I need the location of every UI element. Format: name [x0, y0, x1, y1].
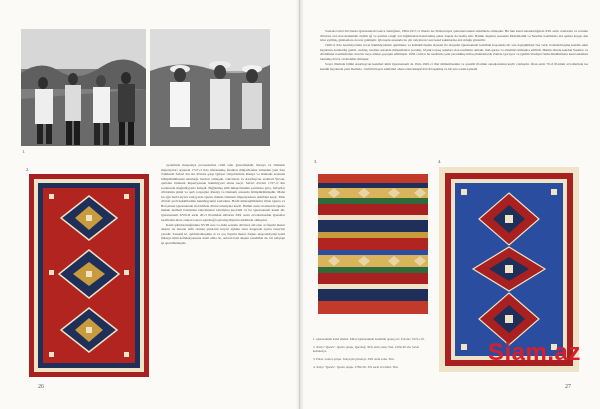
caption-1: 1. Qazaxənnəli kənd əhalisi. Mirzə Qazaxənnəli kəndinin qonaq evi. Fotolar: 1972-ci il. — [313, 337, 425, 341]
photo-group-outdoor — [21, 29, 146, 146]
rug-figure-2 — [29, 174, 149, 377]
photo-men-in-hats — [150, 29, 270, 146]
rug-figure-3 — [318, 174, 428, 314]
figure-number-2: 2. — [26, 167, 30, 172]
left-paragraph-1: əyalətində məqsəsiya prosseslərinə ciddi təsir göstərməkdir. Rusiya və Osmanlı imperiyaları arasında 1727-ci ildə imzalanmış İstanbul müqaviləsinə istinaden yeni İran Təhmasib Səfəvi hər iki dövlətə qarşı Qafqaz vilayətlərinin Rusiya və Osmanlı arasında bölüşdürülmasini tanımağa məcbur olmuşdu. Gürcüstan və Azərbaycan əraziləri Şirvan, qərbdən Osmanlı imperiyasının hakimiyyəti altına keçir. Səfəvi dövləti 1727-ci ilin sonlarında məğlubiyyətlə üzləşdi. Bağlanmış sülh müqaviləsinin şərtlərinə görə, Səfəvilər dövlətinin şimal və qərb torpaqları Rusiya və Osmanlı arasında bölüşdürülmüşdür. Məhz bu ağır harbi-siyasi vəziyyətdə Qazax mahalı Osmanlı imperiyasının tərkibinə keçir, Türk dövləti yerli hakimlərinin hakimiyyətini saxladılar. Hərbi müstəqilliklərini itirən Qazax və Borçalının Qazaxənnəli ilə birlikdə dövlət tabeliyinə keçdi. Həmin əsrin ortalarında Qazax mahalı inzibati baxımdan Gürcüstanın tabeliyinə keçirildi və bu Qazaxənnəli kəndi idi. Qazaxənnəli XVII-II əsrin 20-ci illərindən etibarən XIX əsrin əvvəllərinədək Qazaxlar tərəfindən idarə olunan Gəncə-Qarabağ bəylərbəyiliyinin tərkibində olmuşdur. — [161, 163, 285, 222]
watermark-text: Siam.az — [488, 339, 581, 366]
caption-2: 2. Xalça "Qazax". Qazax qrupu. Qarabağ. XIX əsrin sonu. Yun. 230x120 sm. Şəxsi kolleksiya. — [313, 344, 419, 354]
book-spine-shadow — [296, 0, 304, 409]
left-paragraph-2: Kənd qəbiristanlığındakı XVIII əsrə və daha sonrakı dövrlərə aid olan at fiqurlu məzar daşları da burada dəfn olunan şəxslərin köçəri ağlıma tanrı haqqında ayrını təsəvvür yaradır. Təəssüf ki, qəbiristanlıqdakı at və qoç fiqurlu məzar daşları ekspozisiyalar kənd müzeyi üçün kolleksiyalarına daxil edilə də, onların bəzi daşları təsadüfən də, bir tədqiqat işi aparılmamışdır. — [161, 222, 285, 245]
left-text-column — [161, 163, 285, 376]
figure-number-4: 4. — [438, 159, 442, 164]
caption-4: 4. Xalça "Qazax". Qazax qrupu. 278x136. XX əsrin əvvəlləri. Yun. — [313, 364, 399, 369]
right-paragraph-1: Sonrakı tarixi dövrlərdə Qazaxənnəli Gəncə xanlığının, 1804-1917-ci illərdə isə Yelizavetpol qubernatorunun tərkibində olmuşdur. Bu fakt kənd sənətkarlığında XIX əsrin ortalarına və sonrakı dövrlərə aid olan məlumatlı ölçülü ağ və qırmızı rəngli xal dağılmadan hazırlanmış şəkər dəştən də təsdiq edir. Həmin daşların əsasında Mollaməmli və Səsallar nəsillərinə aid qəmzə koşqu dən izlər eyilmiş, günbəzlərə də izər gəlmiştir. Qloruşdu əsasında bu çür xalçaların vəzx kənd sakinlərinə aid olduğu göstərilir. — [320, 29, 588, 43]
right-paragraph-3: Sovet illərində bütün Azərbaycan kəndləri kimi Qazaxənnəli də 1941-1945-ci illər müharibəsinin və qəzəbli illərinin sınaqlarından keçib çıxmışdır. Ötən əsrin 70-ci illərinin əvvəllərində isə kəndin həyatında yeni mərhələ - birbirbi həyat səhifələri əhatə edən inkişaf dövrü başlamış və bir sıra sosial-iqtisadi — [320, 62, 588, 71]
figure-number-1: 1. — [22, 149, 26, 154]
right-page-number: 27 — [565, 384, 571, 390]
watermark-logo — [488, 339, 581, 367]
figure-number-3: 3. — [314, 159, 318, 164]
captions-block — [313, 337, 433, 373]
caption-3: 3. Palaz. Gəncə qrupu. Xalçaçılıq muzeyi. XIX əsrin sonu. Yun. — [313, 357, 395, 361]
right-top-text-column — [320, 29, 588, 150]
right-paragraph-2: 1920-ci ildə Azərbaycanda sovet hakimiyyətinin qurulması və kollektivləşmə siyasəti ilə əlaqədar Qazaxənnəli kəndinin həyatında bir sıra dəyişikliklər baş verir. Kollektivləşmə kəndin sakit həyatının narahatlıq gətirir, asılılıq, nəsillər arasında münasibətlər pozulur, böyük torpaq sahələri olan nəsillərin əmlakı, mal-qarası və əmsilləri müsadirə edilirdi. Həmin illərdə kənddə Səsallar və Abdullalar nəsillərindən olan bir neçə ailələr qaçaqlar edilmişdi. 1930-cu illər bu nəsillərlə yeni yaradılmış ittifaq məktəblərdə Zaman Qocayev və Qadim Verdiyev kimi müəllimlərlə kənd sakinləri tanınmış dövrə cavabdəlik olmuşlar. — [320, 43, 588, 61]
left-page-number: 26 — [38, 384, 44, 390]
